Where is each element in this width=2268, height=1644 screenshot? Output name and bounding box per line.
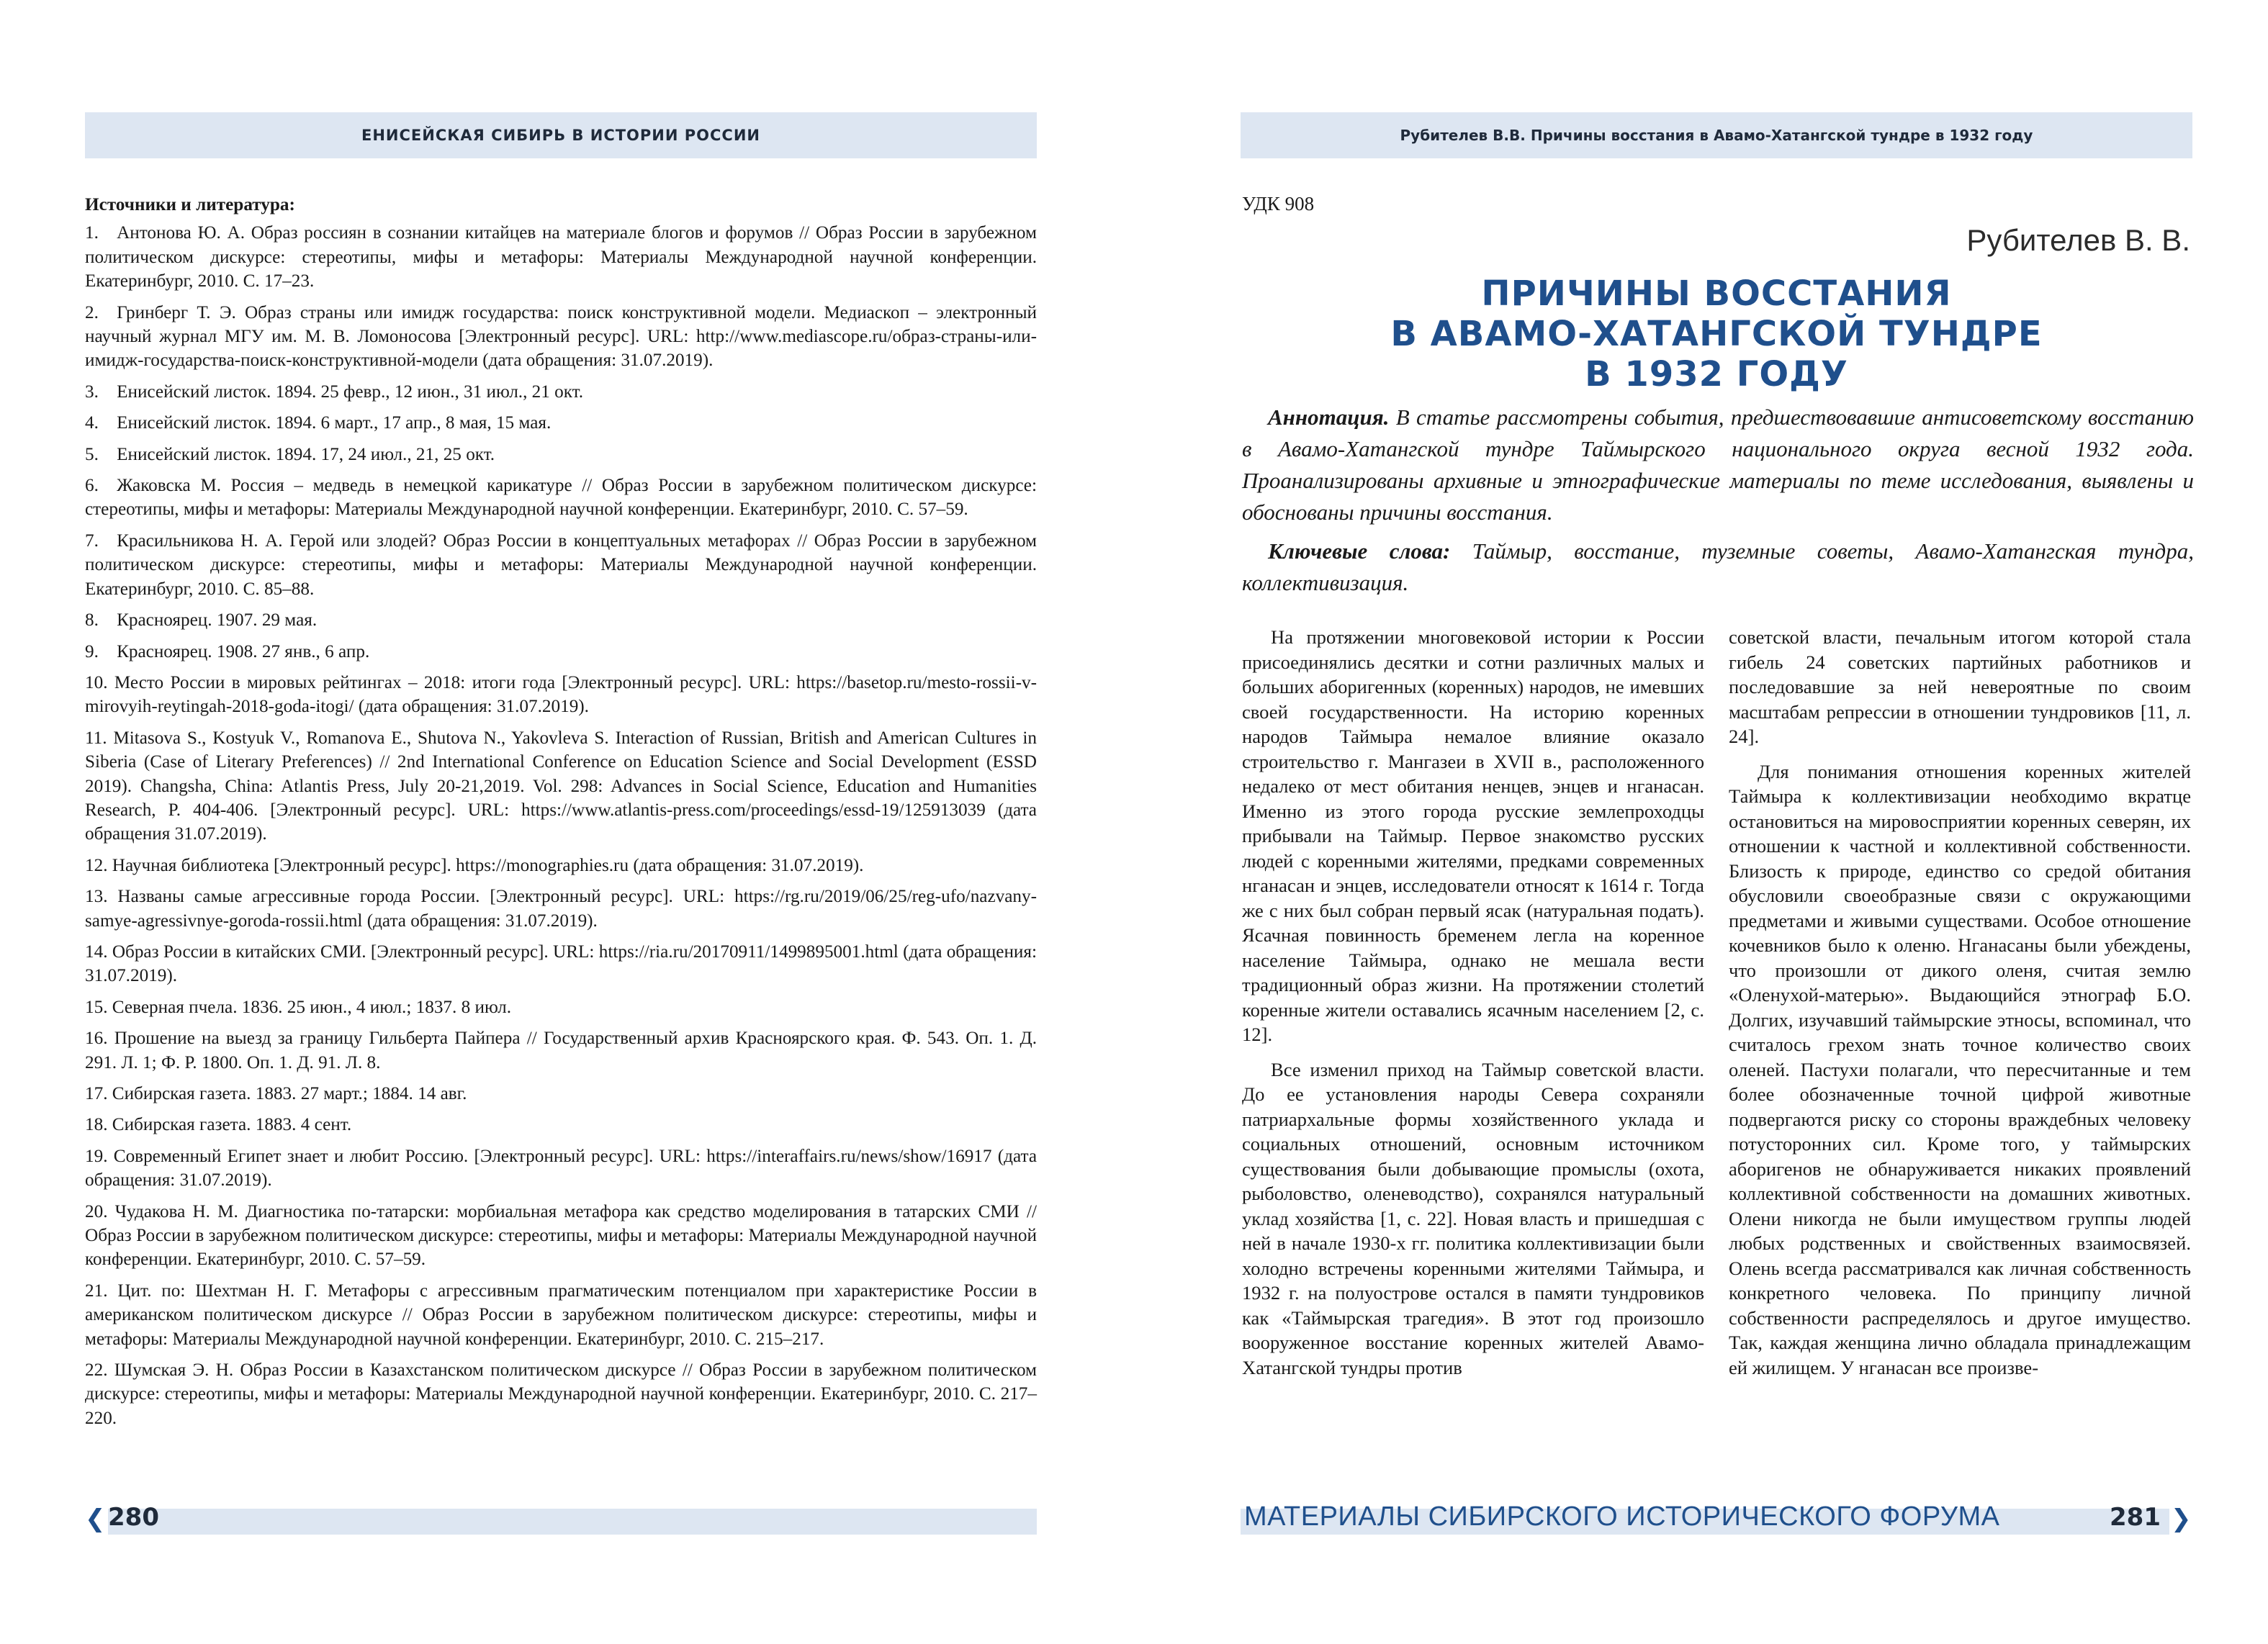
- reference-item: 20. Чудакова Н. М. Диагностика по-татарски: морбиальная метафора как средство моделирования в татарских СМИ // Образ России в зарубежном политическом дискурсе: стереотипы, мифы и метафоры: Материалы Международной научной конференции. Екатеринбург, 2010. С. 57–59.: [85, 1201, 1037, 1270]
- reference-item: 13. Названы самые агрессивные города России. [Электронный ресурс]. URL: https://rg.ru/2019/06/25/reg-ufo/nazvany-samye-agressivnye-goroda-rossii.html (дата обращения: 31.07.2019).: [85, 887, 1037, 931]
- paragraph: Для понимания отношения коренных жителей Таймыра к коллективизации необходимо вкратце остановиться на мировосприятии коренных северян, их отношении к частной и коллективной собственности. Близость к природе, единство со средой обитания обусловили своеобразные связи с окружающими предметами и живыми существами. Особое отношение кочевников было к оленю. Нганасаны были убеждены, что произошли от дикого оленя, считая землю «Оленухой-матерью». Выдающийся этнограф Б.О. Долгих, изучавший таймырские этносы, вспоминал, что считалось грехом знать точное количество своих оленей. Пастухи полагали, что пересчитанные и тем более обозначенные точной цифрой животные подвергаются риску со стороны враждебных человеку потусторонних сил. Кроме того, у таймырских аборигенов не обнаруживается никаких проявлений коллективной собственности на домашних животных. Олени никогда не были имуществом группы людей любых родственных и свойственных взаимосвязей. Олень всегда рассматривался как личная собственность конкретного человека. По принципу личной собственности распределялось и другое имущество. Так, каждая женщина лично обладала принадлежащим ей жилищем. У нганасан все произве-: [1729, 760, 2191, 1378]
- keywords-label: Ключевые слова:: [1268, 538, 1451, 564]
- journal-name: МАТЕРИАЛЫ СИБИРСКОГО ИСТОРИЧЕСКОГО ФОРУМА: [1244, 1501, 2000, 1532]
- paragraph: Все изменил приход на Таймыр советской власти. До ее установления народы Севера сохраняли патриархальные формы хозяйственного уклада и социальных отношений, основным источником существования были добывающие промыслы (охота, рыболовство, оленеводство), сохранялся натуральный уклад хозяйства [1, с. 22]. Новая власть и пришедшая с ней в начале 1930-х гг. политика коллективизации были холодно встречены коренными жителями Таймыра, и 1932 г. на полуострове остался в памяти тундровиков как «Таймырская трагедия». В этот год произошло вооруженное восстание коренных жителей Авамо-Хатангской тундры против: [1242, 1058, 1704, 1378]
- abstract-label: Аннотация.: [1268, 405, 1390, 430]
- running-header: Рубителев В.В. Причины восстания в Авамо-Хатангской тундре в 1932 году: [1241, 112, 2192, 158]
- abstract: [1242, 402, 2194, 528]
- reference-item: 17. Сибирская газета. 1883. 27 март.; 1884. 14 авг.: [85, 1084, 467, 1103]
- references-section: [85, 193, 1037, 1437]
- page-number: 281: [2110, 1503, 2161, 1532]
- reference-item: 10. Место России в мировых рейтингах – 2018: итоги года [Электронный ресурс]. URL: https://basetop.ru/mesto-rossii-v-mirovyih-reytingah-2018-goda-itogi/ (дата обращения: 31.07.2019).: [85, 672, 1037, 717]
- reference-item: 8. Красноярец. 1907. 29 мая.: [85, 610, 318, 631]
- article-author: Рубителев В. В.: [1966, 223, 2190, 257]
- keywords: [1242, 536, 2194, 599]
- abstract-text: В статье рассмотрены события, предшествовавшие антисоветскому восстанию в Авамо-Хатангской тундре Таймырского национального округа весной 1932 года. Проанализированы архивные и этнографические материалы по теме исследования, выявлены и обоснованы причины восстания.: [1242, 405, 2194, 525]
- reference-item: 19. Современный Египет знает и любит Россию. [Электронный ресурс]. URL: https://interaffairs.ru/news/show/16917 (дата обращения: 31.07.2019).: [85, 1146, 1037, 1191]
- title-line: В АВАМО-ХАТАНГСКОЙ ТУНДРЕ: [1390, 314, 2043, 354]
- reference-item: 11. Mitasova S., Kostyuk V., Romanova E., Shutova N., Yakovleva S. Interaction of Russian, British and American Cultures in Siberia (Case of Literary Preferences) // 2nd International Conference on Education Science and Social Development (ESSD 2019). Changsha, China: Atlantis Press, July 20-21,2019. Vol. 298: Advances in Social Science, Education and Humanities Research, P. 404-406. [Электронный ресурс]. URL: https://www.atlantis-press.com/proceedings/essd-19/125913039 (дата обращения 31.07.2019).: [85, 728, 1037, 844]
- paragraph: На протяжении многовековой истории к России присоединялись десятки и сотни различных малых и больших аборигенных (коренных) народов, не имевших своей государственности. На историю коренных народов Таймыра немалое влияние оказало строительство г. Мангазеи в XVII в., расположенного недалеко от мест обитания ненцев, энцев и нганасан. Именно из этого города русские землепроходцы прибывали на Таймыр. Первое знакомство русских людей с коренными жителями, предками современных нганасан и энцев, исследователи относят к 1614 г. Тогда же с них был собран первый ясак (натуральная подать). Ясачная повинность бременем легла на коренное население Таймыра, однако не мешала вести традиционный образ жизни. На протяжении столетий коренные жители оставались ясачным населением [2, с. 12].: [1242, 626, 1704, 1045]
- reference-item: 12. Научная библиотека [Электронный ресурс]. https://monographies.ru (дата обращения: 31.07.2019).: [85, 855, 864, 875]
- reference-item: 7. Красильникова Н. А. Герой или злодей? Образ России в концептуальных метафорах // Образ России в зарубежном политическом дискурсе: стереотипы, мифы и метафоры: Материалы Международной научной конференции. Екатеринбург, 2010. С. 85–88.: [85, 530, 1037, 599]
- reference-item: 4. Енисейский листок. 1894. 6 март., 17 апр., 8 мая, 15 мая.: [85, 413, 552, 433]
- reference-item: 5. Енисейский листок. 1894. 17, 24 июл., 21, 25 окт.: [85, 444, 495, 464]
- reference-item: 16. Прошение на выезд за границу Гильберта Пайпера // Государственный архив Красноярского края. Ф. 543. Оп. 1. Д. 291. Л. 1; Ф. Р. 1800. Оп. 1. Д. 91. Л. 8.: [85, 1029, 1037, 1072]
- reference-item: 15. Северная пчела. 1836. 25 июн., 4 июл.; 1837. 8 июл.: [85, 997, 512, 1017]
- right-page: [1134, 0, 2268, 1644]
- reference-item: 1. Антонова Ю. А. Образ россиян в сознании китайцев на материале блогов и форумов // Образ России в зарубежном политическом дискурсе: стереотипы, мифы и метафоры: Материалы Международной научной конференции. Екатеринбург, 2010. С. 17–23.: [85, 223, 1037, 292]
- chevron-left-icon: ❮: [85, 1504, 106, 1533]
- udc-code: УДК 908: [1242, 193, 1315, 214]
- reference-item: 18. Сибирская газета. 1883. 4 сент.: [85, 1115, 352, 1135]
- keywords-text: Таймыр, восстание, туземные советы, Авамо-Хатангская тундра, коллективизация.: [1242, 538, 2194, 595]
- references-title: Источники и литература:: [85, 195, 295, 214]
- chevron-right-icon: ❯: [2171, 1504, 2192, 1533]
- reference-item: 3. Енисейский листок. 1894. 25 февр., 12 июн., 31 июл., 21 окт.: [85, 381, 584, 402]
- title-line: ПРИЧИНЫ ВОССТАНИЯ: [1481, 274, 1952, 314]
- reference-item: 9. Красноярец. 1908. 27 янв., 6 апр.: [85, 641, 370, 661]
- page-number: 280: [108, 1503, 159, 1532]
- footer-band: [108, 1509, 1037, 1535]
- reference-item: 14. Образ России в китайских СМИ. [Электронный ресурс]. URL: https://ria.ru/20170911/1499895001.html (дата обращения: 31.07.2019).: [85, 941, 1037, 986]
- title-line: В 1932 ГОДУ: [1585, 354, 1848, 394]
- running-header: ЕНИСЕЙСКАЯ СИБИРЬ В ИСТОРИИ РОССИИ: [85, 112, 1037, 158]
- reference-item: 6. Жаковска М. Россия – медведь в немецкой карикатуре // Образ России в зарубежном политическом дискурсе: стереотипы, мифы и метафоры: Материалы Международной научной конференции. Екатеринбург, 2010. С. 57–59.: [85, 476, 1037, 520]
- body-column-1: [1242, 625, 1704, 1390]
- reference-item: 22. Шумская Э. Н. Образ России в Казахстанском политическом дискурсе // Образ России в зарубежном политическом дискурсе: стереотипы, мифы и метафоры: Материалы Международной научной конференции. Екатеринбург, 2010. С. 217–220.: [85, 1360, 1037, 1428]
- article-title: [1241, 274, 2192, 394]
- reference-item: 2. Гринберг Т. Э. Образ страны или имидж государства: поиск конструктивной модели. Медиаскоп – электронный научный журнал МГУ им. М. В. Ломоносова [Электронный ресурс]. URL: http://www.mediascope.ru/образ-страны-или-имидж-государства-поиск-конструктивной-модели (дата обращения: 31.07.2019).: [85, 302, 1037, 371]
- paragraph: советской власти, печальным итогом которой стала гибель 24 советских партийных работников и последовавшие за ней невероятные по своим масштабам репрессии в отношении тундровиков [11, л. 24].: [1729, 626, 2191, 747]
- reference-item: 21. Цит. по: Шехтман Н. Г. Метафоры с агрессивным прагматическим потенциалом при характеристике России в американском политическом дискурсе // Образ России в зарубежном политическом дискурсе: стереотипы, мифы и метафоры: Материалы Международной научной конференции. Екатеринбург, 2010. С. 215–217.: [85, 1281, 1037, 1349]
- body-column-2: [1729, 625, 2191, 1390]
